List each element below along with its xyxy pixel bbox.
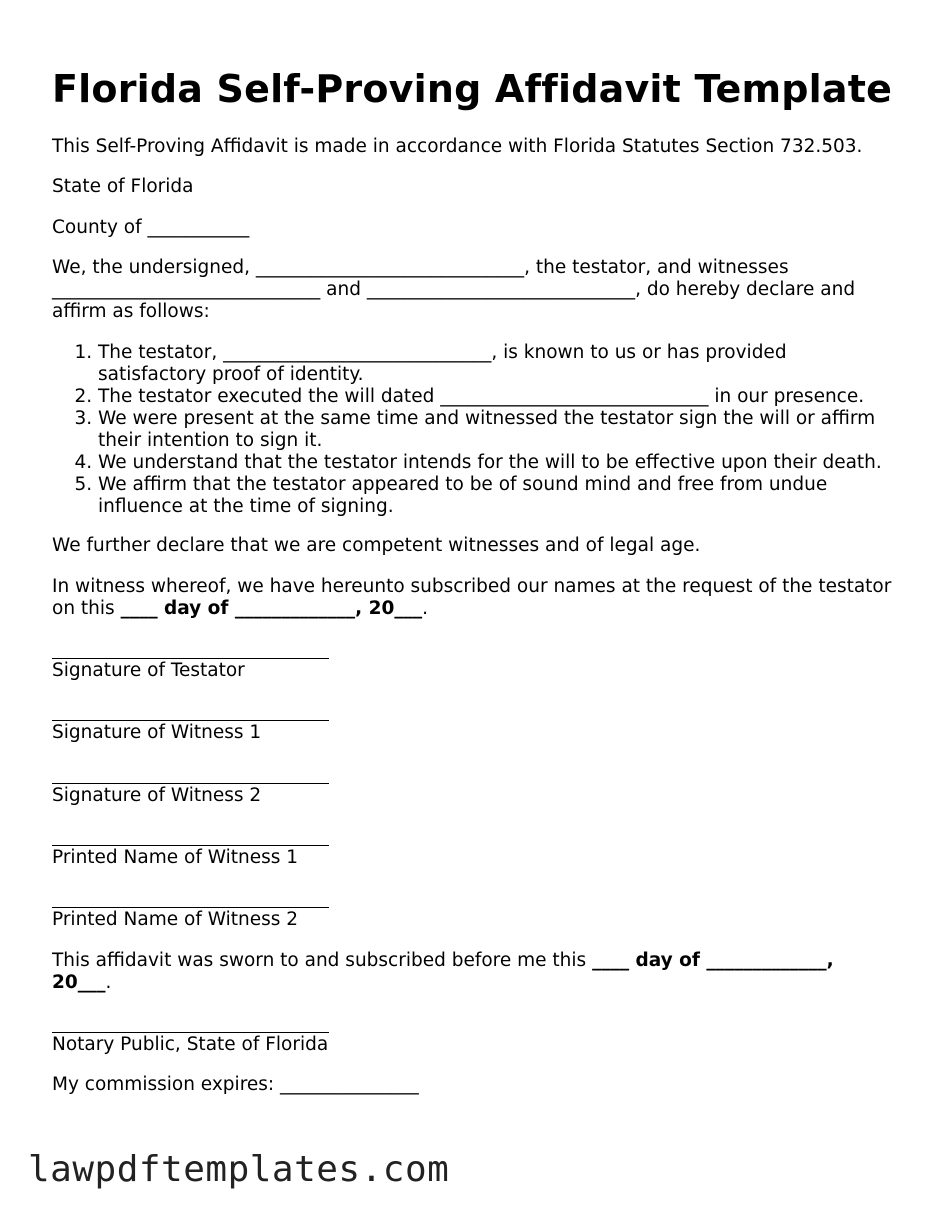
notary-label: Notary Public, State of Florida (52, 1034, 329, 1055)
list-item: 2. The testator executed the will dated _____________________________ in our presence. (98, 386, 892, 408)
list-item: 5. We affirm that the testator appeared to be of sound mind and free from undue influence at the time of signing. (98, 474, 892, 518)
printed-name-label-witness-2: Printed Name of Witness 2 (52, 909, 299, 930)
watermark-footer: lawpdftemplates.com (28, 1149, 450, 1190)
witness-whereof-date: ____ day of _____________, 20___ (120, 598, 423, 619)
intro-paragraph: This Self-Proving Affidavit is made in accordance with Florida Statutes Section 732.503. (52, 136, 863, 157)
witness-whereof-end: . (422, 598, 428, 619)
witness-whereof-paragraph (52, 576, 892, 620)
sworn-text: This affidavit was sworn to and subscribed before me this (52, 950, 587, 971)
competence-statement: We further declare that we are competent witnesses and of legal age. (52, 535, 701, 556)
list-item: 3. We were present at the same time and witnessed the testator sign the will or affirm their intention to sign it. (98, 408, 892, 452)
list-item: 4. We understand that the testator intends for the will to be effective upon their death. (98, 452, 892, 474)
signature-label-witness-2: Signature of Witness 2 (52, 785, 262, 806)
sworn-date: ____ day of _____________, 20___ (52, 950, 834, 993)
signature-line (52, 658, 329, 659)
sworn-end: . (105, 972, 112, 993)
signature-label-witness-1: Signature of Witness 1 (52, 722, 262, 743)
county-line: County of ___________ (52, 217, 250, 238)
signature-line (52, 907, 329, 908)
signature-line (52, 720, 329, 721)
sworn-paragraph (52, 950, 852, 994)
declaration-paragraph: We, the undersigned, _____________________________, the testator, and witnesses _____________________________ and _____________________________, do hereby declare and affirm as follows: (52, 257, 856, 322)
printed-name-label-witness-1: Printed Name of Witness 1 (52, 847, 299, 868)
signature-label-testator: Signature of Testator (52, 660, 245, 681)
signature-line (52, 783, 329, 784)
signature-line (52, 1032, 329, 1033)
commission-expires-line: My commission expires: _______________ (52, 1074, 419, 1095)
witness-whereof-text: In witness whereof, we have hereunto subscribed our names at the request of the testator on this (52, 576, 892, 619)
document-title: Florida Self-Proving Affidavit Template (52, 67, 893, 111)
list-item: 1. The testator, _____________________________, is known to us or has provided satisfactory proof of identity. (98, 342, 892, 386)
signature-line (52, 845, 329, 846)
state-line: State of Florida (52, 176, 194, 197)
affirmation-list (52, 342, 892, 518)
